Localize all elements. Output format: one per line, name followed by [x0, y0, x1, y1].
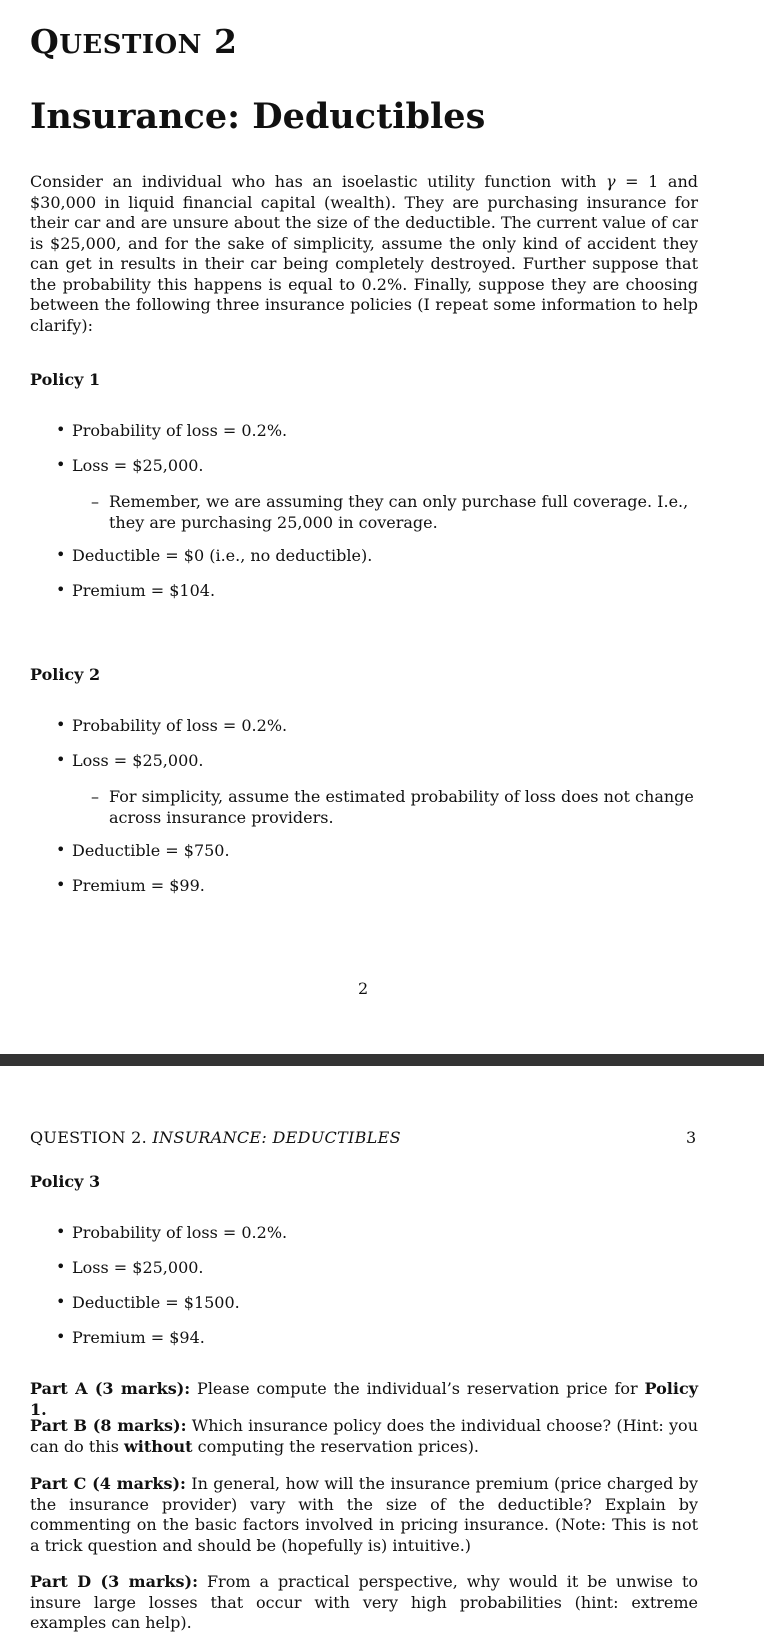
part-a: Part A (3 marks): Please compute the individual’s reservation price for Policy 1. [30, 1379, 698, 1419]
list-item: • Deductible = $0 (i.e., no deductible). [56, 545, 373, 565]
list-item: • Premium = $99. [56, 875, 205, 895]
list-item: • Deductible = $750. [56, 840, 230, 860]
part-c: Part C (4 marks): In general, how will the insurance premium (price charged by the insurance provider) vary with the size of the deductible? Explain by commenting on the basic factors involved in pricing insurance. (Note: This is not a trick question and should be (hopefully is) intuitive.) [30, 1474, 699, 1555]
chapter-title: Insurance: Deductibles [30, 96, 486, 137]
part-b: Part B (8 marks): Which insurance policy does the individual choose? (Hint: you can do this without computing the reservation prices). [30, 1416, 698, 1456]
sub-list-item: – Remember, we are assuming they can only purchase full coverage. I.e., they are purchasing 25,000 in coverage. [91, 492, 689, 532]
part-d: Part D (3 marks): From a practical perspective, why would it be unwise to insure large losses that occur with very high probabilities (hint: extreme examples can help). [30, 1572, 699, 1632]
list-item: • Premium = $104. [56, 580, 216, 600]
running-header: QUESTION 2. INSURANCE: DEDUCTIBLES [30, 1128, 401, 1147]
list-item: • Probability of loss = 0.2%. [56, 420, 288, 440]
list-item: • Loss = $25,000. [56, 455, 204, 475]
intro-paragraph: Consider an individual who has an isoelastic utility function with γ = 1 and $30,000 in liquid financial capital (wealth). They are purchasing insurance for their car and are unsure about the size of the deductible. The current value of car is $25,000, and for the sake of simplicity, assume the only kind of accident they can get in results in their car being completely destroyed. Further suppose that the probability this happens is equal to 0.2%. Finally, suppose they are choosing between the following three insurance policies (I repeat some information to help clarify): [30, 172, 698, 335]
chapter-heading: QUESTION 2 [30, 22, 238, 61]
page-number: 3 [686, 1128, 697, 1147]
sub-list-item: – For simplicity, assume the estimated probability of loss does not change across insurance providers. [91, 787, 694, 827]
list-item: • Premium = $94. [56, 1327, 205, 1347]
policy-2-heading: Policy 2 [30, 665, 101, 684]
list-item: • Deductible = $1500. [56, 1292, 240, 1312]
list-item: • Probability of loss = 0.2%. [56, 715, 288, 735]
page-divider [0, 1054, 764, 1066]
list-item: • Loss = $25,000. [56, 1257, 204, 1277]
policy-3-heading: Policy 3 [30, 1172, 101, 1191]
page-number: 2 [358, 979, 369, 998]
list-item: • Loss = $25,000. [56, 750, 204, 770]
policy-1-heading: Policy 1 [30, 370, 101, 389]
list-item: • Probability of loss = 0.2%. [56, 1222, 288, 1242]
